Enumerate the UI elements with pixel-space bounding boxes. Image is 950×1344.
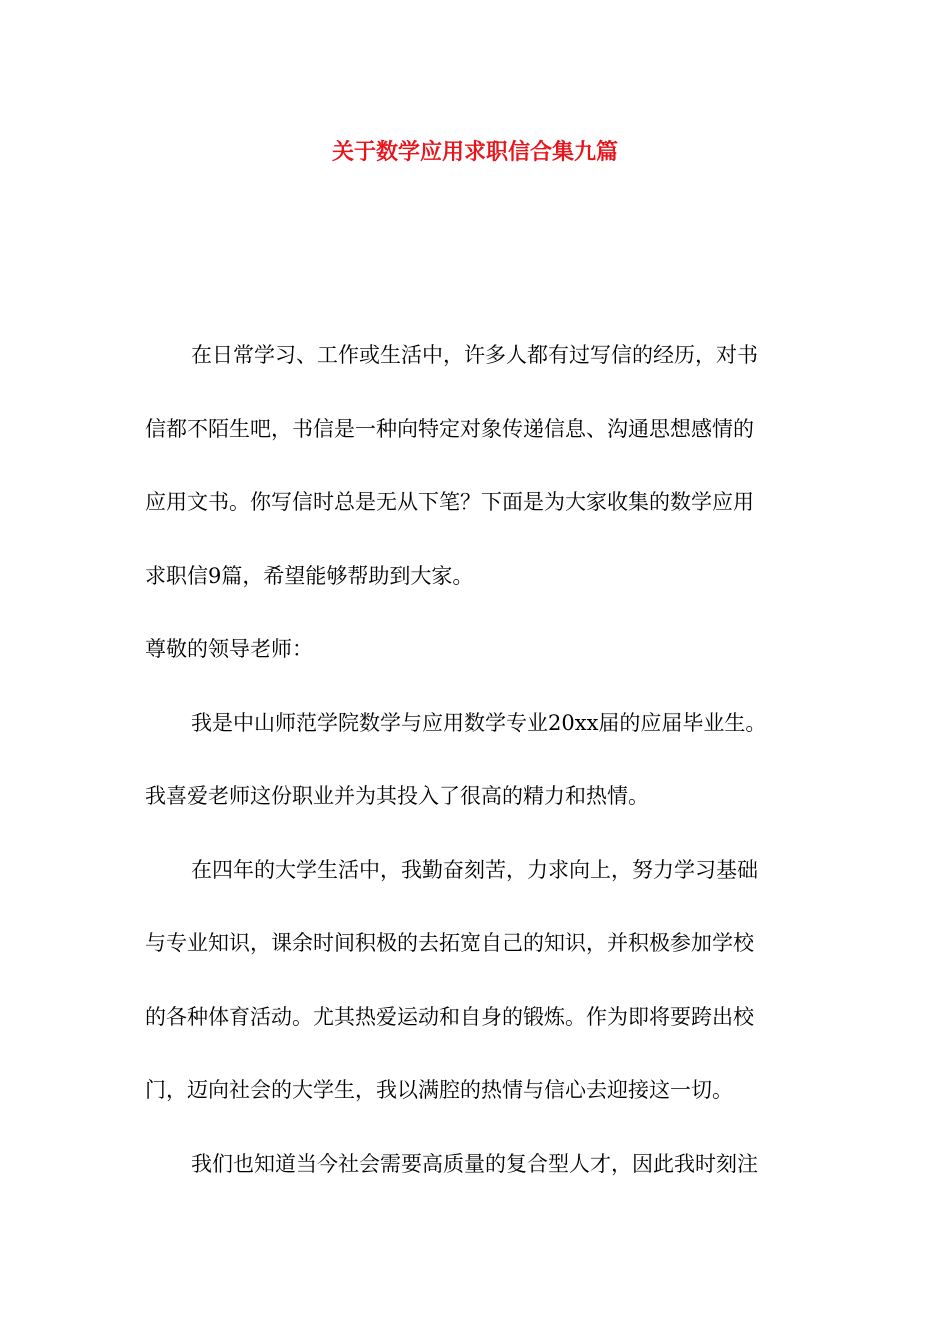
document-body	[145, 319, 805, 1201]
paragraph-line: 信都不陌生吧，书信是一种向特定对象传递信息、沟通思想感情的	[145, 416, 754, 441]
paragraph-society-needs	[145, 1128, 805, 1202]
paragraph-line: 求职信9篇，希望能够帮助到大家。	[145, 563, 474, 588]
paragraph-line: 应用文书。你写信时总是无从下笔？下面是为大家收集的数学应用	[145, 490, 754, 514]
paragraph-line: 的各种体育活动。尤其热爱运动和自身的锻炼。作为即将要跨出校	[145, 1004, 754, 1029]
paragraph-line: 在日常学习、工作或生活中，许多人都有过写信的经历，对书	[191, 343, 758, 367]
paragraph-line: 门，迈向社会的大学生，我以满腔的热情与信心去迎接这一切。	[145, 1078, 733, 1102]
paragraph-university-life	[145, 834, 805, 1128]
document-title: 关于数学应用求职信合集九篇	[331, 139, 618, 165]
paragraph-line: 我是中山师范学院数学与应用数学专业20xx届的应届毕业生。	[191, 710, 767, 735]
paragraph-intro	[145, 319, 805, 613]
paragraph-line: 与专业知识，课余时间积极的去拓宽自己的知识，并积极参加学校	[145, 931, 754, 955]
paragraph-line: 在四年的大学生活中，我勤奋刻苦，力求向上，努力学习基础	[191, 857, 758, 882]
salutation	[145, 613, 805, 687]
paragraph-line: 尊敬的领导老师：	[145, 637, 313, 661]
paragraph-line: 我喜爱老师这份职业并为其投入了很高的精力和热情。	[145, 784, 649, 808]
paragraph-line: 我们也知道当今社会需要高质量的复合型人才，因此我时刻注	[191, 1151, 758, 1176]
paragraph-self-introduction	[145, 687, 805, 834]
